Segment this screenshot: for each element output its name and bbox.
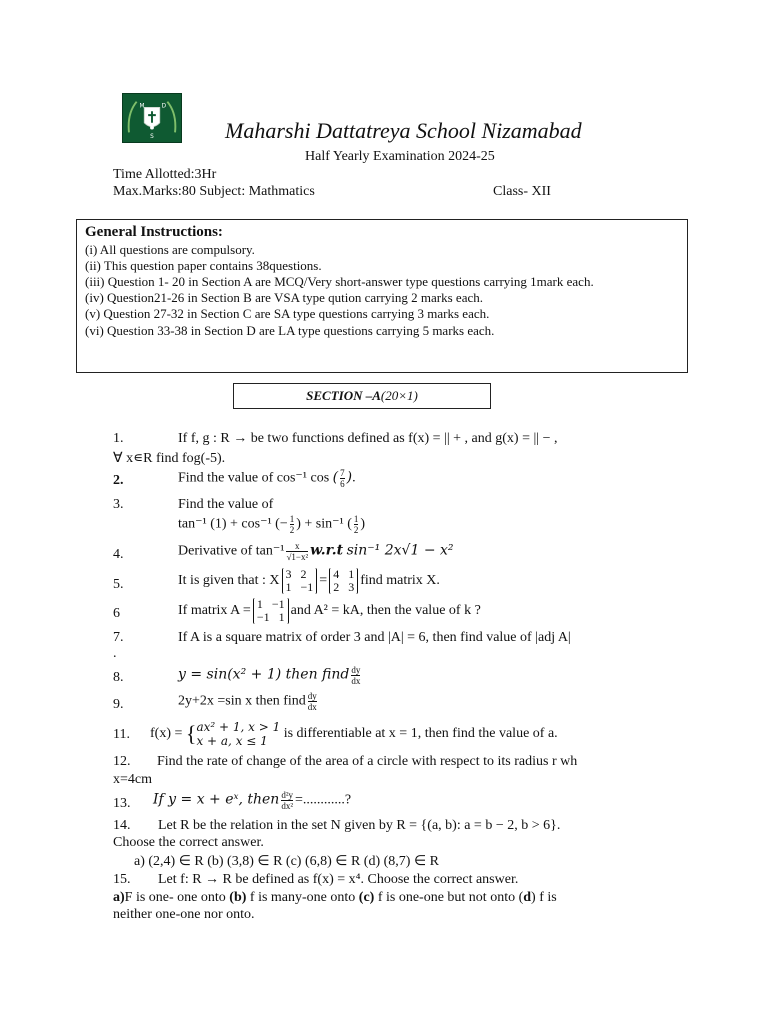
school-name: Maharshi Dattatreya School Nizamabad	[225, 118, 582, 143]
question-text: 2y+2x =sin x then find $\frac{dy}{dx}$	[178, 691, 317, 712]
fraction: $\frac{dy}{dx}$	[351, 665, 361, 686]
instruction-item: (v) Question 27-32 in Section C are SA type questions carrying 3 marks each.	[85, 306, 490, 321]
question-text: Find the value of cos⁻¹ cos ( $\frac{7}{6}$ ).	[178, 468, 356, 489]
school-logo	[122, 93, 182, 143]
marks-subject: Max.Marks:80 Subject: Mathmatics	[113, 184, 315, 199]
question-number: 14.	[113, 818, 131, 833]
question-text: If y = x + eˣ, then $\frac{\text{d²y}}{\text{dx²}}$ =............?	[153, 790, 352, 811]
question-number: 1.	[113, 431, 124, 446]
question-number: 2.	[113, 473, 124, 488]
time-allotted: Time Allotted:3Hr	[113, 167, 217, 182]
question-number: 11.	[113, 727, 130, 742]
matrix: 4 1 2 3	[329, 568, 358, 594]
logo-letter-d: D	[161, 103, 167, 110]
question-continuation: Choose the correct answer.	[113, 835, 264, 850]
fraction: $\frac{\text{d²y}}{\text{dx²}}$	[281, 790, 294, 811]
question-text: If A is a square matrix of order 3 and |A| = 6, then find value of |adj A|	[178, 630, 571, 645]
question-continuation: ∀ x∊R find fog(-5).	[113, 451, 226, 466]
question-options: a) (2,4) ∈ R (b) (3,8) ∈ R (c) (6,8) ∈ R (d) (8,7) ∈ R	[134, 854, 439, 869]
matrix: 3 2 1 −1	[282, 568, 318, 594]
question-continuation: .	[113, 646, 117, 661]
instruction-item: (iii) Question 1- 20 in Section A are MCQ/Very short-answer type questions carrying 1mark each.	[85, 274, 594, 289]
question-number: 8.	[113, 670, 124, 685]
logo-letter-s: S	[150, 134, 154, 141]
fraction: $\frac{1}{2}$	[289, 514, 295, 535]
question-number: 13.	[113, 796, 131, 811]
question-text: It is given that : X 3 2 1 −1 = 4 1 2 3 find matrix X.	[178, 567, 440, 594]
question-number: 3.	[113, 497, 124, 512]
question-text: Find the rate of change of the area of a circle with respect to its radius r wh	[157, 754, 578, 769]
question-text: Let f: R → R be defined as f(x) = x⁴. Choose the correct answer.	[158, 872, 519, 887]
question-text-lead: Find the value of cos⁻¹ cos	[178, 470, 330, 486]
fraction: $\frac{dy}{dx}$	[307, 691, 317, 712]
class-label: Class- XII	[493, 184, 551, 199]
instruction-item: (vi) Question 33-38 in Section D are LA type questions carrying 5 marks each.	[85, 323, 495, 338]
section-marks: (20×1)	[380, 388, 418, 403]
question-number: 4.	[113, 547, 124, 562]
question-number: 12.	[113, 754, 131, 769]
question-number: 15.	[113, 872, 131, 887]
exam-title: Half Yearly Examination 2024-25	[305, 149, 495, 164]
instruction-item: (ii) This question paper contains 38questions.	[85, 258, 322, 273]
question-text: f(x) = { ax² + 1, x > 1 x + a, x ≤ 1 is differentiable at x = 1, then find the value of a.	[150, 720, 558, 748]
fraction: $\frac{1}{2}$	[353, 514, 359, 535]
question-expression: tan⁻¹ (1) + cos⁻¹ (− $\frac{1}{2}$ ) + sin⁻¹ ( $\frac{1}{2}$ )	[178, 514, 366, 535]
fraction: $\frac{7}{6}$	[340, 468, 345, 489]
section-label: SECTION –A	[306, 388, 381, 403]
question-text: y = sin(x² + 1) then find $\frac{dy}{dx}$	[178, 665, 361, 686]
logo-letter-m: M	[139, 103, 145, 110]
matrix: 1 −1 −1 1	[253, 598, 289, 624]
question-number: 5.	[113, 577, 124, 592]
section-header	[233, 383, 491, 409]
question-number: 6	[113, 606, 120, 621]
question-text: Derivative of tan⁻¹ $\frac{x}{\text{√1−x²}}$ w.r.t sin⁻¹ 2x√1 − x²	[178, 541, 454, 562]
instruction-item: (i) All questions are compulsory.	[85, 242, 255, 257]
question-text: Let R be the relation in the set N given by R = {(a, b): a = b − 2, b > 6}.	[158, 818, 561, 833]
question-text: If f, g : R → be two functions defined as f(x) = || + , and g(x) = || − ,	[178, 431, 558, 446]
question-number: 9.	[113, 697, 124, 712]
question-continuation: x=4cm	[113, 772, 152, 787]
question-text: If matrix A = 1 −1 −1 1 and A² = kA, then the value of k ?	[178, 597, 481, 624]
instruction-item: (iv) Question21-26 in Section B are VSA type qution carrying 2 marks each.	[85, 290, 483, 305]
question-options: a)F is one- one onto (b) f is many-one onto (c) f is one-one but not onto (d) f is	[113, 890, 557, 905]
fraction: $\frac{x}{\text{√1−x²}}$	[286, 541, 309, 562]
school-crest-icon	[123, 94, 181, 142]
question-continuation: neither one-one nor onto.	[113, 907, 255, 922]
instructions-title: General Instructions:	[85, 224, 223, 240]
question-text: Find the value of	[178, 497, 274, 512]
question-number: 7.	[113, 630, 124, 645]
